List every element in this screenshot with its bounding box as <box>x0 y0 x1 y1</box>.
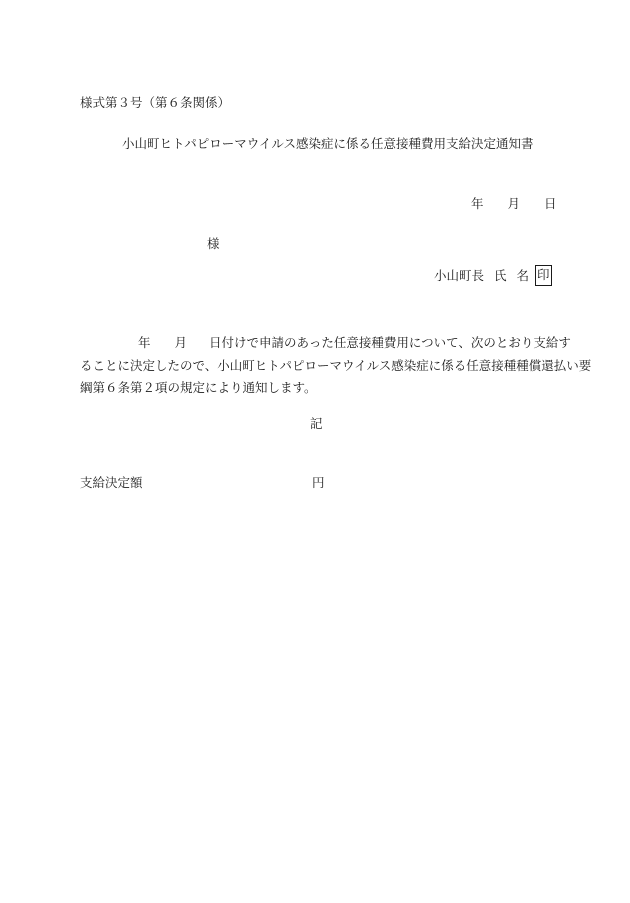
issuer-block <box>434 266 552 287</box>
seal-mark: 印 <box>535 265 552 286</box>
body-year-label: 年 <box>138 335 151 350</box>
body-line-1-text: 日付けで申請のあった任意接種費用について、次のとおり支給す <box>209 335 571 350</box>
issuer-title: 小山町長 <box>434 268 485 283</box>
issuer-name-label-1: 氏 <box>494 268 507 283</box>
record-heading: 記 <box>310 416 323 431</box>
date-month-label: 月 <box>507 196 521 211</box>
issuer-name-label-2: 名 <box>516 268 530 283</box>
body-month-label: 月 <box>174 335 188 350</box>
document-title: 小山町ヒトパピローマウイルス感染症に係る任意接種費用支給決定通知書 <box>122 136 534 151</box>
date-year-label: 年 <box>471 196 484 211</box>
addressee-suffix: 様 <box>207 236 220 251</box>
body-line-3: 綱第６条第２項の規定により通知します。 <box>80 380 317 395</box>
notice-body <box>80 332 592 400</box>
body-line-2: ることに決定したので、小山町ヒトパピローマウイルス感染症に係る任意接種種償還払い要 <box>80 357 592 373</box>
issue-date <box>471 198 557 211</box>
date-day-label: 日 <box>544 196 557 211</box>
amount-label: 支給決定額 <box>80 475 143 490</box>
form-number: 様式第３号（第６条関係） <box>80 95 231 110</box>
body-line-1 <box>80 332 571 355</box>
amount-unit: 円 <box>312 475 325 490</box>
